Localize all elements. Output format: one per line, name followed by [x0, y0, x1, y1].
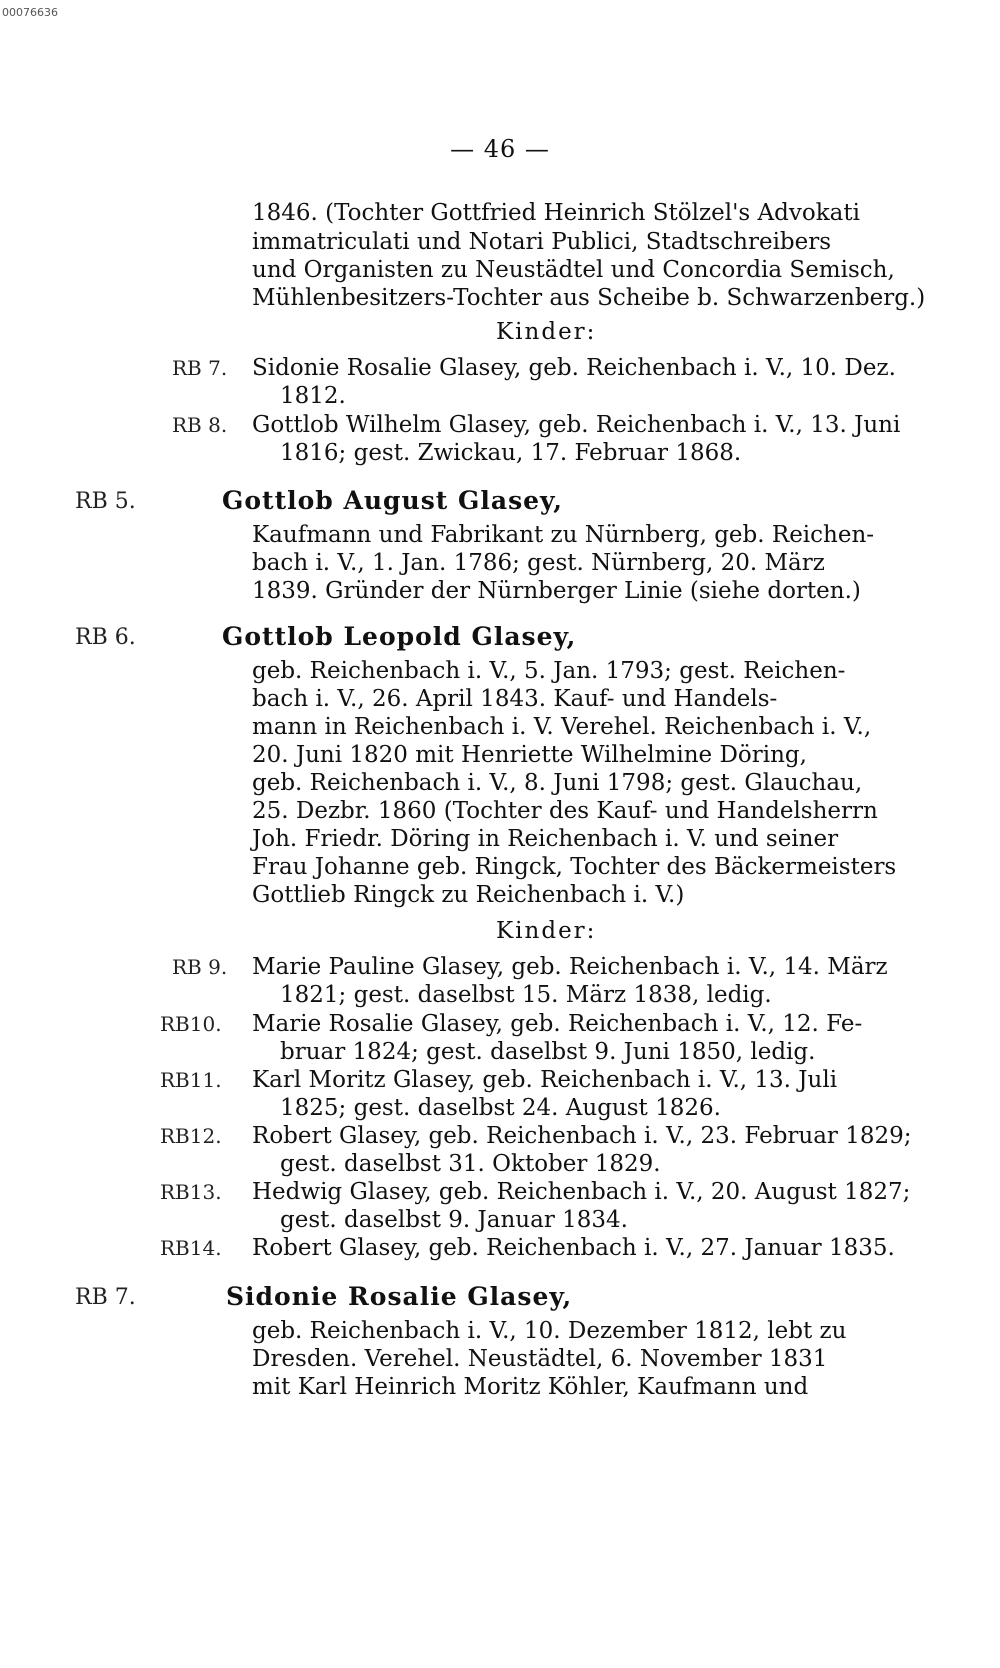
child-entry-line: Hedwig Glasey, geb. Reichenbach i. V., 20. August 1827;	[252, 1179, 911, 1205]
register-number: RB 8.	[172, 413, 228, 437]
child-entry-line: Robert Glasey, geb. Reichenbach i. V., 23. Februar 1829;	[252, 1123, 912, 1149]
child-entry-line: 1816; gest. Zwickau, 17. Februar 1868.	[280, 440, 742, 466]
text-line: 1839. Gründer der Nürnberger Linie (siehe dorten.)	[252, 578, 861, 604]
register-number: RB 6.	[75, 625, 136, 650]
register-number: RB13.	[160, 1180, 222, 1204]
child-entry-line: 1821; gest. daselbst 15. März 1838, ledig.	[280, 982, 772, 1008]
text-line: Frau Johanne geb. Ringck, Tochter des Bäckermeisters	[252, 854, 897, 880]
text-line: und Organisten zu Neustädtel und Concordia Semisch,	[252, 257, 895, 283]
child-entry-line: Karl Moritz Glasey, geb. Reichenbach i. V., 13. Juli	[252, 1067, 838, 1093]
text-line: geb. Reichenbach i. V., 10. Dezember 1812, lebt zu	[252, 1318, 847, 1344]
register-number: RB12.	[160, 1124, 222, 1148]
register-number: RB 9.	[172, 955, 228, 979]
register-number: RB10.	[160, 1012, 222, 1036]
text-line: Dresden. Verehel. Neustädtel, 6. November 1831	[252, 1346, 828, 1372]
text-line: Joh. Friedr. Döring in Reichenbach i. V. und seiner	[252, 826, 839, 852]
person-heading: Sidonie Rosalie Glasey,	[226, 1282, 573, 1311]
text-line: Mühlenbesitzers-Tochter aus Scheibe b. Schwarzenberg.)	[252, 285, 926, 311]
child-entry-line: Robert Glasey, geb. Reichenbach i. V., 27. Januar 1835.	[252, 1235, 895, 1261]
person-heading: Gottlob Leopold Glasey,	[222, 622, 577, 651]
child-entry-line: Sidonie Rosalie Glasey, geb. Reichenbach i. V., 10. Dez.	[252, 355, 896, 381]
child-entry-line: Marie Pauline Glasey, geb. Reichenbach i. V., 14. März	[252, 954, 888, 980]
text-line: 1846. (Tochter Gottfried Heinrich Stölzel's Advokati	[252, 200, 860, 226]
page-number: — 46 —	[450, 135, 550, 163]
child-entry-line: Gottlob Wilhelm Glasey, geb. Reichenbach i. V., 13. Juni	[252, 412, 901, 438]
text-line: geb. Reichenbach i. V., 5. Jan. 1793; gest. Reichen-	[252, 658, 846, 684]
text-line: 20. Juni 1820 mit Henriette Wilhelmine Döring,	[252, 742, 807, 768]
text-line: immatriculati und Notari Publici, Stadtschreibers	[252, 229, 832, 255]
child-entry-line: gest. daselbst 9. Januar 1834.	[280, 1207, 628, 1233]
text-line: mann in Reichenbach i. V. Verehel. Reichenbach i. V.,	[252, 714, 872, 740]
child-entry-line: 1812.	[280, 383, 346, 409]
register-number: RB 7.	[172, 356, 228, 380]
child-entry-line: 1825; gest. daselbst 24. August 1826.	[280, 1095, 721, 1121]
text-line: geb. Reichenbach i. V., 8. Juni 1798; gest. Glauchau,	[252, 770, 863, 796]
text-line: 25. Dezbr. 1860 (Tochter des Kauf- und Handelsherrn	[252, 798, 878, 824]
child-entry-line: bruar 1824; gest. daselbst 9. Juni 1850, ledig.	[280, 1039, 816, 1065]
scan-id: 00076636	[2, 6, 58, 19]
text-line: Gottlieb Ringck zu Reichenbach i. V.)	[252, 882, 685, 908]
child-entry-line: Marie Rosalie Glasey, geb. Reichenbach i. V., 12. Fe-	[252, 1011, 863, 1037]
text-line: bach i. V., 26. April 1843. Kauf- und Handels-	[252, 686, 778, 712]
text-line: bach i. V., 1. Jan. 1786; gest. Nürnberg, 20. März	[252, 550, 825, 576]
kinder-heading: Kinder:	[496, 918, 597, 944]
register-number: RB 5.	[75, 489, 136, 514]
text-line: mit Karl Heinrich Moritz Köhler, Kaufmann und	[252, 1374, 809, 1400]
register-number: RB14.	[160, 1236, 222, 1260]
kinder-heading: Kinder:	[496, 319, 597, 345]
register-number: RB11.	[160, 1068, 222, 1092]
text-line: Kaufmann und Fabrikant zu Nürnberg, geb. Reichen-	[252, 522, 875, 548]
child-entry-line: gest. daselbst 31. Oktober 1829.	[280, 1151, 661, 1177]
person-heading: Gottlob August Glasey,	[222, 486, 563, 515]
register-number: RB 7.	[75, 1285, 136, 1310]
